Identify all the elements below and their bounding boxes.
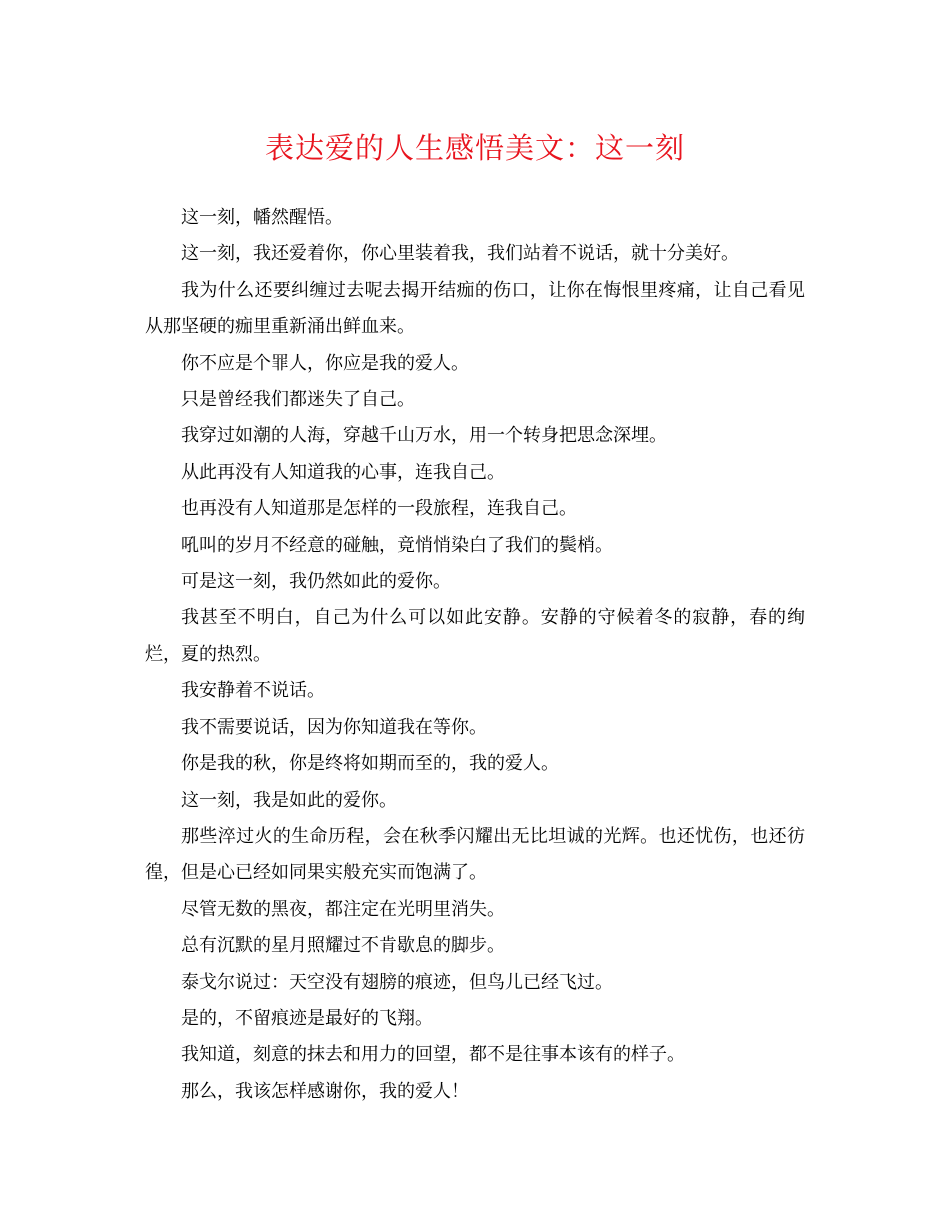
paragraph: 吼叫的岁月不经意的碰触，竟悄悄染白了我们的鬓梢。 bbox=[181, 534, 613, 556]
paragraph: 我不需要说话，因为你知道我在等你。 bbox=[181, 716, 487, 738]
paragraph: 这一刻，我还爱着你，你心里装着我，我们站着不说话，就十分美好。 bbox=[181, 243, 739, 265]
paragraph: 你不应是个罪人，你应是我的爱人。 bbox=[181, 352, 469, 374]
paragraph: 我为什么还要纠缠过去呢去揭开结痂的伤口，让你在悔恨里疼痛，让自己看见从那坚硬的痂里重新涌出鲜血来。 bbox=[145, 279, 805, 338]
paragraph: 那些淬过火的生命历程，会在秋季闪耀出无比坦诚的光辉。也还忧伤，也还彷徨，但是心已经如同果实般充实而饱满了。 bbox=[145, 825, 805, 884]
paragraph: 从此再没有人知道我的心事，连我自己。 bbox=[181, 461, 505, 483]
paragraph: 那么，我该怎样感谢你，我的爱人！ bbox=[181, 1080, 469, 1102]
paragraph: 总有沉默的星月照耀过不肯歇息的脚步。 bbox=[181, 935, 505, 957]
paragraph: 你是我的秋，你是终将如期而至的，我的爱人。 bbox=[181, 753, 559, 775]
paragraph: 是的，不留痕迹是最好的飞翔。 bbox=[181, 1007, 433, 1029]
paragraph: 我知道，刻意的抹去和用力的回望，都不是往事本该有的样子。 bbox=[181, 1044, 685, 1066]
paragraph: 只是曾经我们都迷失了自己。 bbox=[181, 389, 415, 411]
paragraph: 可是这一刻，我仍然如此的爱你。 bbox=[181, 571, 451, 593]
paragraph: 这一刻，幡然醒悟。 bbox=[181, 207, 343, 228]
paragraph: 也再没有人知道那是怎样的一段旅程，连我自己。 bbox=[181, 498, 577, 520]
document-body bbox=[145, 200, 805, 1110]
paragraph: 我甚至不明白，自己为什么可以如此安静。安静的守候着冬的寂静，春的绚烂，夏的热烈。 bbox=[145, 607, 805, 665]
document-title: 表达爱的人生感悟美文：这一刻 bbox=[264, 131, 685, 165]
paragraph: 尽管无数的黑夜，都注定在光明里消失。 bbox=[181, 898, 505, 920]
paragraph: 我穿过如潮的人海，穿越千山万水，用一个转身把思念深埋。 bbox=[181, 425, 667, 447]
paragraph: 我安静着不说话。 bbox=[181, 680, 325, 702]
paragraph: 这一刻，我是如此的爱你。 bbox=[181, 789, 397, 811]
paragraph: 泰戈尔说过：天空没有翅膀的痕迹，但鸟儿已经飞过。 bbox=[181, 971, 613, 993]
